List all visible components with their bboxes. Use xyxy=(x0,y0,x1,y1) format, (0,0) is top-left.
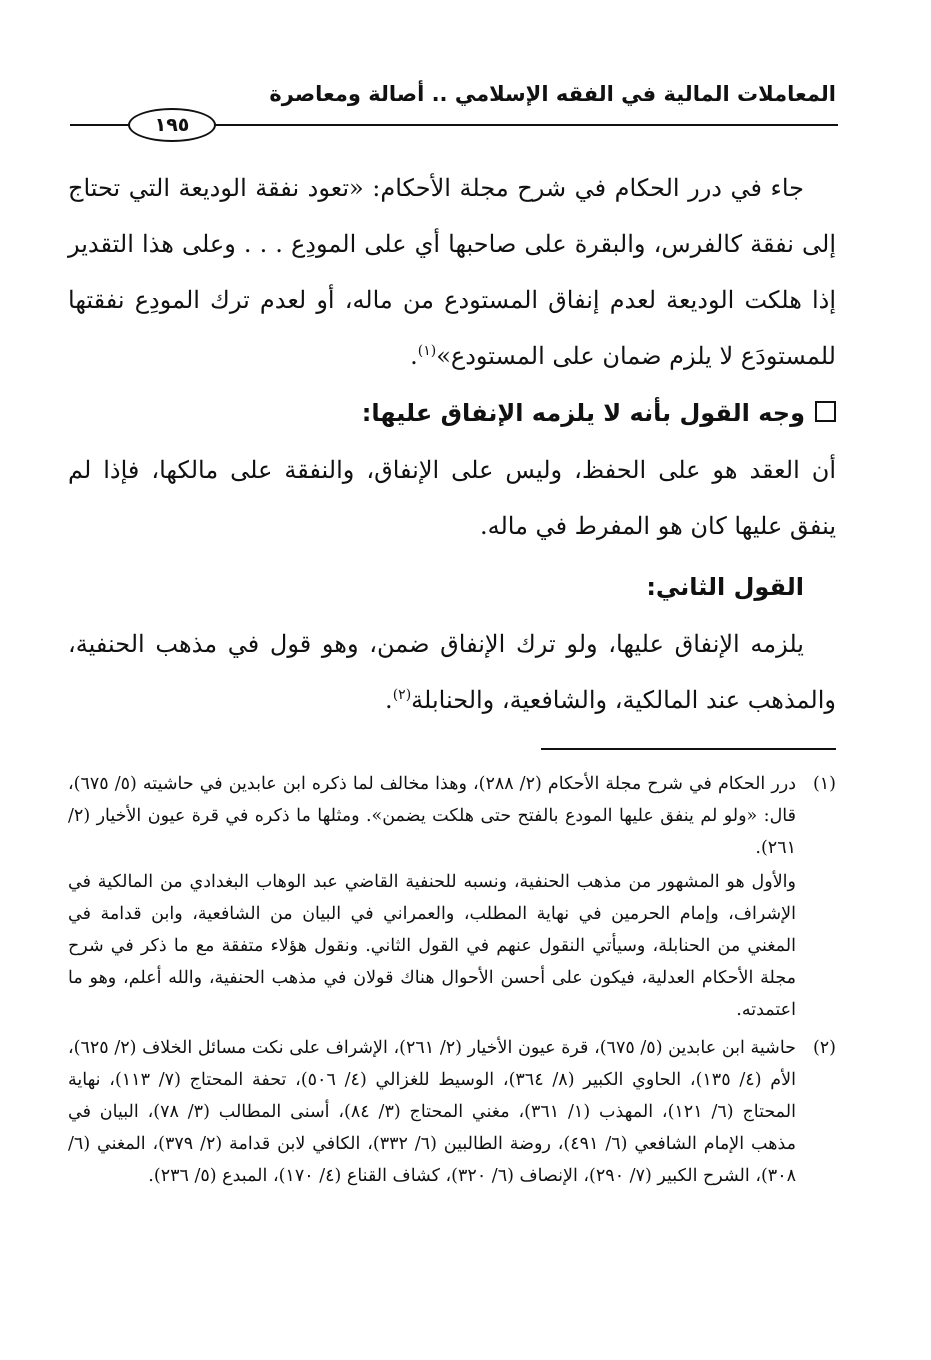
footnote-1 xyxy=(68,768,836,864)
paragraph-quote xyxy=(68,160,836,384)
footnote-1-text: درر الحكام في شرح مجلة الأحكام (٢/ ٢٨٨)، وهذا مخالف لما ذكره ابن عابدين في حاشيته (٥/ ٦٧٥)، قال: «ولو لم ينفق عليها المودع بالفتح حتى هلكت يضمن». ومثلها ما ذكره في قرة عيون الأخيار (٢/ ٢٦١). xyxy=(68,774,797,858)
footnote-1-mark: (١) xyxy=(812,774,836,794)
paragraph-reason: أن العقد هو على الحفظ، وليس على الإنفاق، والنفقة على مالكها، فإذا لم ينفق عليها كان هو المفرط في ماله. xyxy=(68,456,836,540)
subheading-second-opinion: القول الثاني: xyxy=(646,573,804,601)
footnotes xyxy=(68,768,836,1192)
footnote-2 xyxy=(68,1032,836,1192)
paragraph-quote-text: جاء في درر الحكام في شرح مجلة الأحكام: «تعود نفقة الوديعة التي تحتاج إلى نفقة كالفرس، والبقرة على صاحبها أي على المودِع . . . وعلى هذا التقدير إذا هلكت الوديعة لعدم إنفاق المستودع من ماله، أو لعدم ترك المودِع نفقتها للمستودَع لا يلزم ضمان على المستودع» xyxy=(68,174,836,370)
paragraph-second-opinion-text: يلزمه الإنفاق عليها، ولو ترك الإنفاق ضمن، وهو قول في مذهب الحنفية، والمذهب عند المالكية، والشافعية، والحنابلة xyxy=(68,630,836,714)
running-header: المعاملات المالية في الفقه الإسلامي .. أصالة ومعاصرة xyxy=(269,82,836,106)
footnote-2-text: حاشية ابن عابدين (٥/ ٦٧٥)، قرة عيون الأخيار (٢/ ٢٦١)، الإشراف على نكت مسائل الخلاف (٢/ ٦٢٥)، الأم (٤/ ١٣٥)، الحاوي الكبير (٨/ ٣٦٤)، الوسيط للغزالي (٤/ ٥٠٦)، تحفة المحتاج (٧/ ١١٣)، نهاية المحتاج (٦/ ١٢١)، المهذب (١/ ٣٦١)، مغني المحتاج (٣/ ٨٤)، أسنى المطالب (٣/ ٧٨)، البيان في مذهب الإمام الشافعي (٦/ ٤٩١)، روضة الطالبين (٦/ ٣٣٢)، الكافي لابن قدامة (٢/ ٣٧٩)، المغني (٦/ ٣٠٨)، الشرح الكبير (٧/ ٢٩٠)، الإنصاف (٦/ ٣٢٠)، كشاف القناع (٤/ ١٧٠)، المبدع (٥/ ٢٣٦). xyxy=(68,1038,796,1186)
page-number: ١٩٥ xyxy=(128,108,216,142)
paragraph-second-opinion-end: . xyxy=(385,686,393,714)
main-text xyxy=(68,160,836,728)
footnote-ref-2: (٢) xyxy=(392,687,412,703)
section-heading-text: وجه القول بأنه لا يلزمه الإنفاق عليها: xyxy=(361,399,805,427)
section-heading xyxy=(68,384,836,442)
footnote-ref-1: (١) xyxy=(417,343,437,359)
checkbox-icon xyxy=(815,401,836,422)
footnote-rule xyxy=(541,748,836,750)
paragraph-quote-end: . xyxy=(410,342,418,370)
footnote-2-mark: (٢) xyxy=(812,1038,836,1058)
paragraph-second-opinion xyxy=(68,616,836,728)
footnote-1-continuation: والأول هو المشهور من مذهب الحنفية، ونسبه للحنفية القاضي عبد الوهاب البغدادي من المالكية في الإشراف، وإمام الحرمين في نهاية المطلب، والعمراني في البيان من الشافعية، وابن قدامة في المغني من الحنابلة، وسيأتي النقول عنهم في القول الثاني. ونقول هؤلاء متفقة مع ما ذكر في شرح مجلة الأحكام العدلية، فيكون على أحسن الأحوال هناك قولان في مذهب الحنفية، والله أعلم، وهو ما اعتمدته. xyxy=(68,872,796,1020)
